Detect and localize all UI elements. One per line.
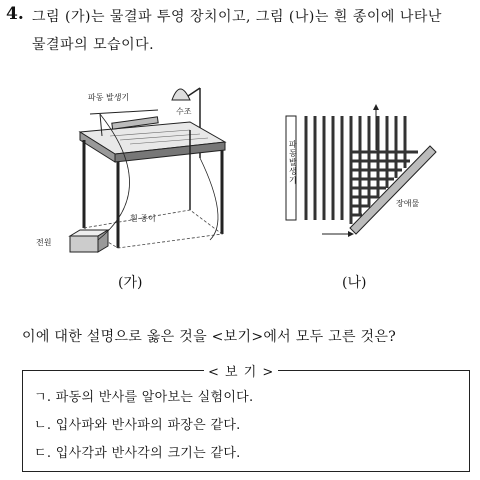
bogi-title: < 보 기 > (204, 361, 278, 380)
label-white-paper: 흰 종이 (130, 214, 156, 223)
ripple-tank-illustration (40, 70, 240, 270)
question-text-line2: 물결파의 모습이다. (32, 37, 155, 53)
question-number: 4. (6, 4, 24, 24)
figure-a-caption: (가) (118, 275, 143, 291)
label-wave-generator-b: 파동발생기 (289, 140, 297, 185)
label-obstacle: 장애물 (396, 199, 420, 208)
label-water-tank: 수조 (176, 107, 192, 116)
bogi-item-1: ㄱ. 파동의 반사를 알아보는 실험이다. (34, 390, 254, 405)
question-text-line1: 그림 (가)는 물결파 투영 장치이고, 그림 (나)는 흰 종이에 나타난 (32, 9, 442, 25)
bogi-item-3: ㄷ. 입사각과 반사각의 크기는 같다. (34, 446, 241, 461)
figure-b-caption: (나) (342, 275, 367, 291)
question-prompt: 이에 대한 설명으로 옳은 것을 <보기>에서 모두 고른 것은? (22, 329, 396, 345)
bogi-item-2: ㄴ. 입사파와 반사파의 파장은 같다. (34, 418, 241, 433)
reflection-pattern-illustration (280, 100, 450, 250)
label-wave-generator-a: 파동 발생기 (88, 93, 130, 102)
label-power: 전원 (36, 238, 52, 247)
